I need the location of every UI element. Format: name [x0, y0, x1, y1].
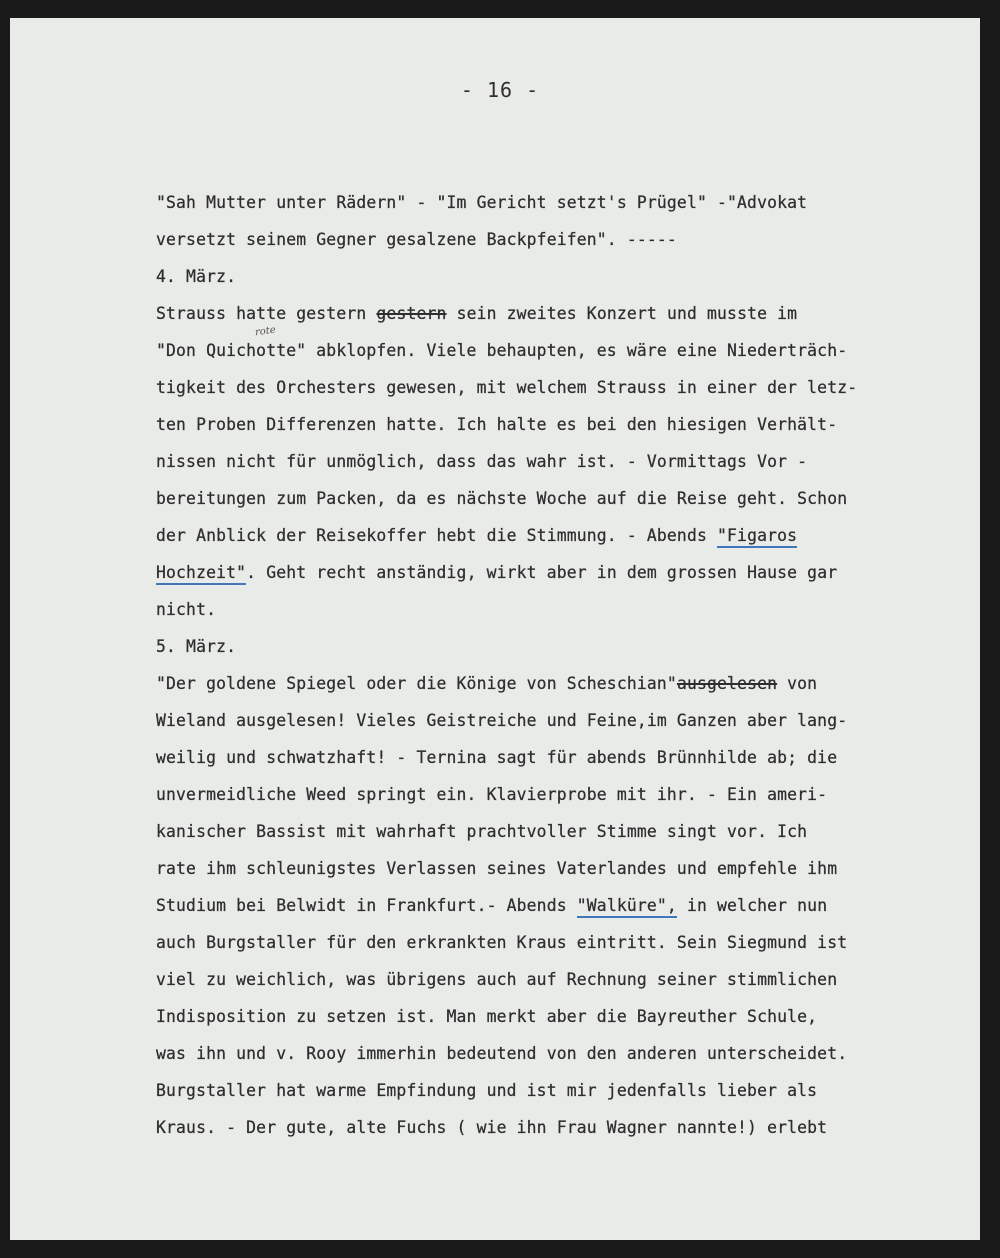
text-line: [156, 225, 936, 262]
text-line: [156, 1002, 936, 1039]
text-line: [156, 521, 936, 558]
text-line: [156, 743, 936, 780]
text-segment: "Sah Mutter unter Rädern" - "Im Gericht setzt's Prügel" -"Advokat: [156, 193, 808, 212]
typescript-body: [156, 188, 936, 1150]
text-line: [156, 854, 936, 891]
page-number: - 16 -: [460, 78, 540, 102]
text-segment: Studium bei Belwidt in Frankfurt.- Abends: [156, 896, 577, 915]
text-segment: . Geht recht anständig, wirkt aber in dem grossen Hause gar: [246, 563, 838, 582]
text-segment: bereitungen zum Packen, da es nächste Woche auf die Reise geht. Schon: [156, 489, 848, 508]
text-line: [156, 188, 936, 225]
text-segment: versetzt seinem Gegner gesalzene Backpfeifen". -----: [156, 230, 677, 249]
text-line: [156, 299, 936, 336]
handwritten-insertion: rote: [254, 324, 277, 339]
text-line: [156, 891, 936, 928]
text-line: [156, 1039, 936, 1076]
text-segment: der Anblick der Reisekoffer hebt die Stimmung. - Abends: [156, 526, 718, 545]
text-segment: sein zweites Konzert und musste im: [446, 304, 798, 323]
text-segment: weilig und schwatzhaft! - Ternina sagt für abends Brünnhilde ab; die: [156, 748, 838, 767]
text-segment: nicht.: [156, 600, 217, 619]
text-line: [156, 262, 936, 299]
text-line: [156, 817, 936, 854]
text-segment: auch Burgstaller für den erkrankten Kraus eintritt. Sein Siegmund ist: [156, 933, 848, 952]
underlined-title: "Walküre",: [577, 896, 677, 918]
text-segment: "Don Quichotte" abklopfen. Viele behaupten, es wäre eine Niederträch-: [156, 341, 848, 360]
text-line: [156, 669, 936, 706]
text-segment: nissen nicht für unmöglich, dass das wahr ist. - Vormittags Vor -: [156, 452, 808, 471]
text-segment: 4. März.: [156, 267, 237, 286]
text-segment: Strauss hatte gestern: [156, 304, 377, 323]
text-line: [156, 706, 936, 743]
text-line: [156, 965, 936, 1002]
struck-out-word: gestern: [376, 304, 447, 323]
text-line: [156, 632, 936, 669]
text-segment: unvermeidliche Weed springt ein. Klavierprobe mit ihr. - Ein ameri-: [156, 785, 828, 804]
text-segment: Kraus. - Der gute, alte Fuchs ( wie ihn Frau Wagner nannte!) erlebt: [156, 1118, 828, 1137]
text-line: [156, 595, 936, 632]
text-line: [156, 780, 936, 817]
text-segment: kanischer Bassist mit wahrhaft prachtvoller Stimme singt vor. Ich: [156, 822, 808, 841]
text-line: [156, 410, 936, 447]
text-line: [156, 373, 936, 410]
text-line: [156, 484, 936, 521]
text-line: [156, 1076, 936, 1113]
text-line: [156, 928, 936, 965]
text-segment: tigkeit des Orchesters gewesen, mit welchem Strauss in einer der letz-: [156, 378, 858, 397]
text-segment: "Der goldene Spiegel oder die Könige von Scheschian": [156, 674, 677, 693]
text-segment: was ihn und v. Rooy immerhin bedeutend von den anderen unterscheidet.: [156, 1044, 848, 1063]
underlined-title: Hochzeit": [156, 563, 246, 585]
text-segment: ten Proben Differenzen hatte. Ich halte es bei den hiesigen Verhält-: [156, 415, 838, 434]
text-segment: in welcher nun: [676, 896, 828, 915]
text-line: [156, 336, 936, 373]
text-segment: 5. März.: [156, 637, 237, 656]
text-line: [156, 447, 936, 484]
text-segment: Burgstaller hat warme Empfindung und ist mir jedenfalls lieber als: [156, 1081, 818, 1100]
text-segment: von: [777, 674, 818, 693]
text-segment: rate ihm schleunigstes Verlassen seines Vaterlandes und empfehle ihm: [156, 859, 838, 878]
struck-out-word: ausgelesen: [676, 674, 778, 693]
text-line: [156, 1113, 936, 1150]
text-segment: viel zu weichlich, was übrigens auch auf Rechnung seiner stimmlichen: [156, 970, 838, 989]
text-line: [156, 558, 936, 595]
underlined-title: "Figaros: [717, 526, 797, 548]
text-segment: Wieland ausgelesen! Vieles Geistreiche und Feine,im Ganzen aber lang-: [156, 711, 848, 730]
text-segment: Indisposition zu setzen ist. Man merkt aber die Bayreuther Schule,: [156, 1007, 818, 1026]
